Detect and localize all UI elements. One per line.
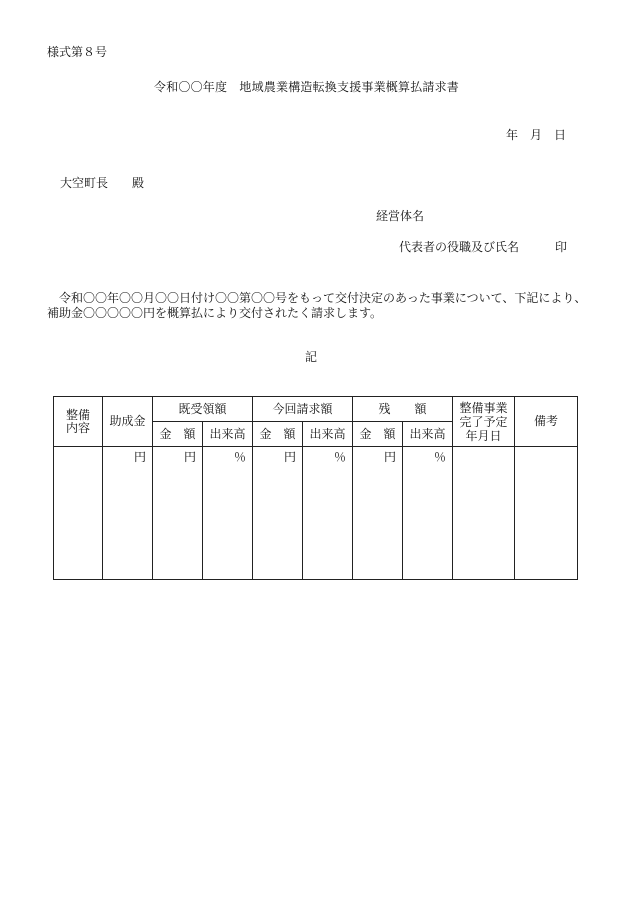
form-number: 様式第８号 xyxy=(47,45,108,59)
header-current: 今回請求額 xyxy=(253,397,353,422)
cell-received-amount: 円 xyxy=(153,447,203,580)
sub-current-progress: 出来高 xyxy=(303,422,353,447)
header-maintenance: 整備内容 xyxy=(54,397,103,447)
detail-table xyxy=(53,396,578,580)
cell-remaining-amount: 円 xyxy=(353,447,403,580)
cell-remarks xyxy=(515,447,578,580)
cell-current-progress: ％ xyxy=(303,447,353,580)
header-subsidy: 助成金 xyxy=(103,397,153,447)
sub-current-amount: 金 額 xyxy=(253,422,303,447)
sub-remaining-amount: 金 額 xyxy=(353,422,403,447)
cell-received-progress: ％ xyxy=(203,447,253,580)
document-title: 令和〇〇年度 地域農業構造転換支援事業概算払請求書 xyxy=(154,80,460,94)
header-remaining: 残 額 xyxy=(353,397,453,422)
header-completion: 整備事業完了予定年月日 xyxy=(453,397,515,447)
cell-completion xyxy=(453,447,515,580)
entity-name-label: 経営体名 xyxy=(376,209,425,223)
sub-received-amount: 金 額 xyxy=(153,422,203,447)
cell-remaining-progress: ％ xyxy=(403,447,453,580)
representative-label: 代表者の役職及び氏名 印 xyxy=(399,240,568,254)
header-received: 既受領額 xyxy=(153,397,253,422)
cell-maintenance xyxy=(54,447,103,580)
cell-subsidy: 円 xyxy=(103,447,153,580)
date-line: 年 月 日 xyxy=(506,128,567,142)
cell-current-amount: 円 xyxy=(253,447,303,580)
body-paragraph: 令和〇〇年〇〇月〇〇日付け〇〇第〇〇号をもって交付決定のあった事業について、下記により、補助金〇〇〇〇〇円を概算払により交付されたく請求します。 xyxy=(47,291,587,320)
sub-received-progress: 出来高 xyxy=(203,422,253,447)
header-remarks: 備考 xyxy=(515,397,578,447)
addressee: 大空町長 殿 xyxy=(60,176,145,190)
table-header-row xyxy=(54,397,578,422)
sub-remaining-progress: 出来高 xyxy=(403,422,453,447)
ki-heading: 記 xyxy=(305,350,318,364)
table-row xyxy=(54,447,578,580)
